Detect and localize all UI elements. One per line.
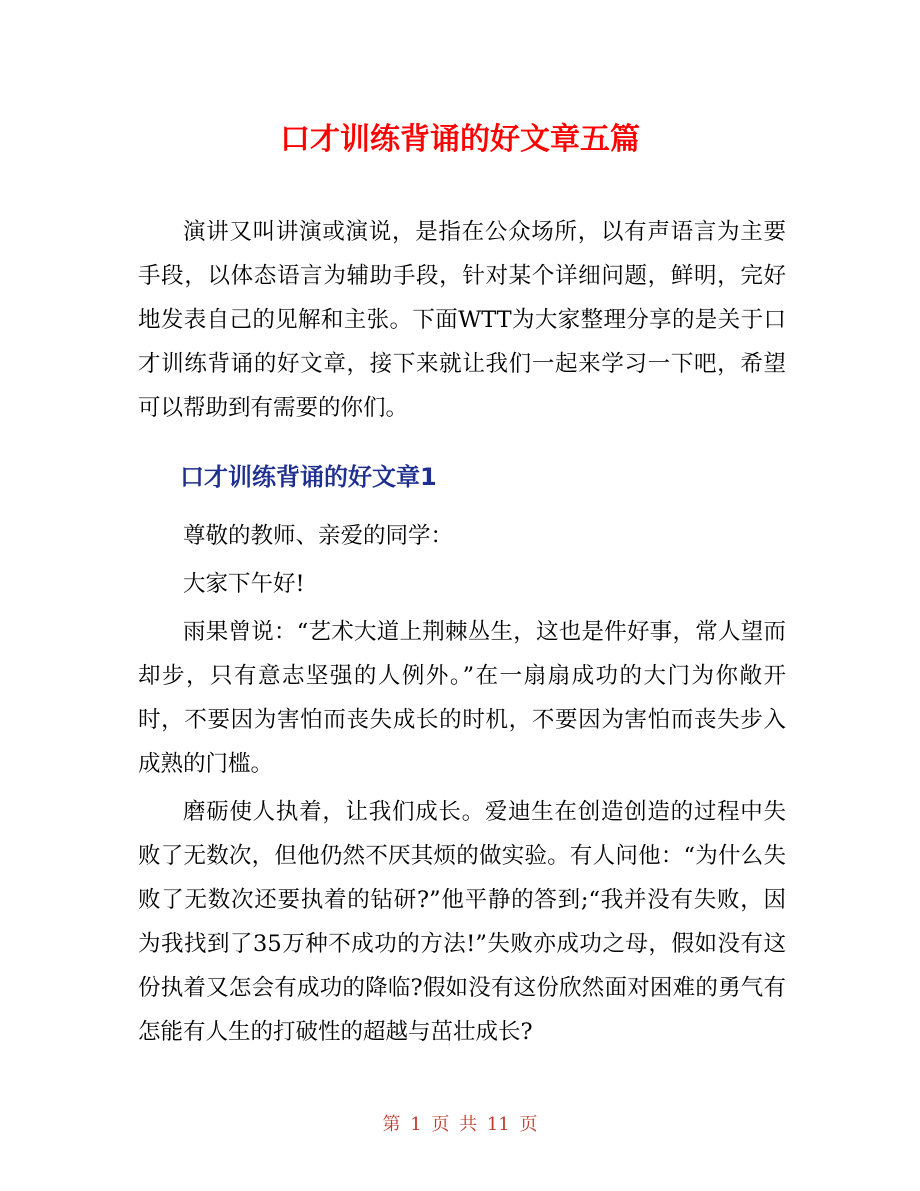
paragraph-greeting: 尊敬的教师、亲爱的同学： xyxy=(183,523,454,549)
document-title: 口才训练背诵的好文章五篇 xyxy=(280,122,640,157)
section-body xyxy=(138,514,786,1058)
section-heading: 口才训练背诵的好文章1 xyxy=(180,463,437,491)
paragraph-salutation: 大家下午好! xyxy=(183,571,305,597)
paragraph-quote: 雨果曾说：“艺术大道上荆棘丛生，这也是件好事，常人望而却步，只有意志坚强的人例外。”在一扇扇成功的大门为你敞开时，不要因为害怕而丧失成长的时机，不要因为害怕而丧失步入成熟的门槛。 xyxy=(138,619,786,777)
page-footer: 第 1 页 共 11 页 xyxy=(382,1114,538,1135)
intro-paragraph: 演讲又叫讲演或演说，是指在公众场所，以有声语言为主要手段，以体态语言为辅助手段，针对某个详细问题，鲜明，完好地发表自己的见解和主张。下面WTT为大家整理分享的是关于口才训练背诵的好文章，接下来就让我们一起来学习一下吧，希望可以帮助到有需要的你们。 xyxy=(138,219,786,421)
intro-block xyxy=(138,210,786,430)
paragraph-edison: 磨砺使人执着，让我们成长。爱迪生在创造创造的过程中失败了无数次，但他仍然不厌其烦的做实验。有人问他：“为什么失败了无数次还要执着的钻研?”他平静的答到;“我并没有失败，因为我找到了35万种不成功的方法!”失败亦成功之母，假如没有这份执着又怎会有成功的降临?假如没有这份欣然面对困难的勇气有怎能有人生的打破性的超越与茁壮成长? xyxy=(138,799,786,1045)
